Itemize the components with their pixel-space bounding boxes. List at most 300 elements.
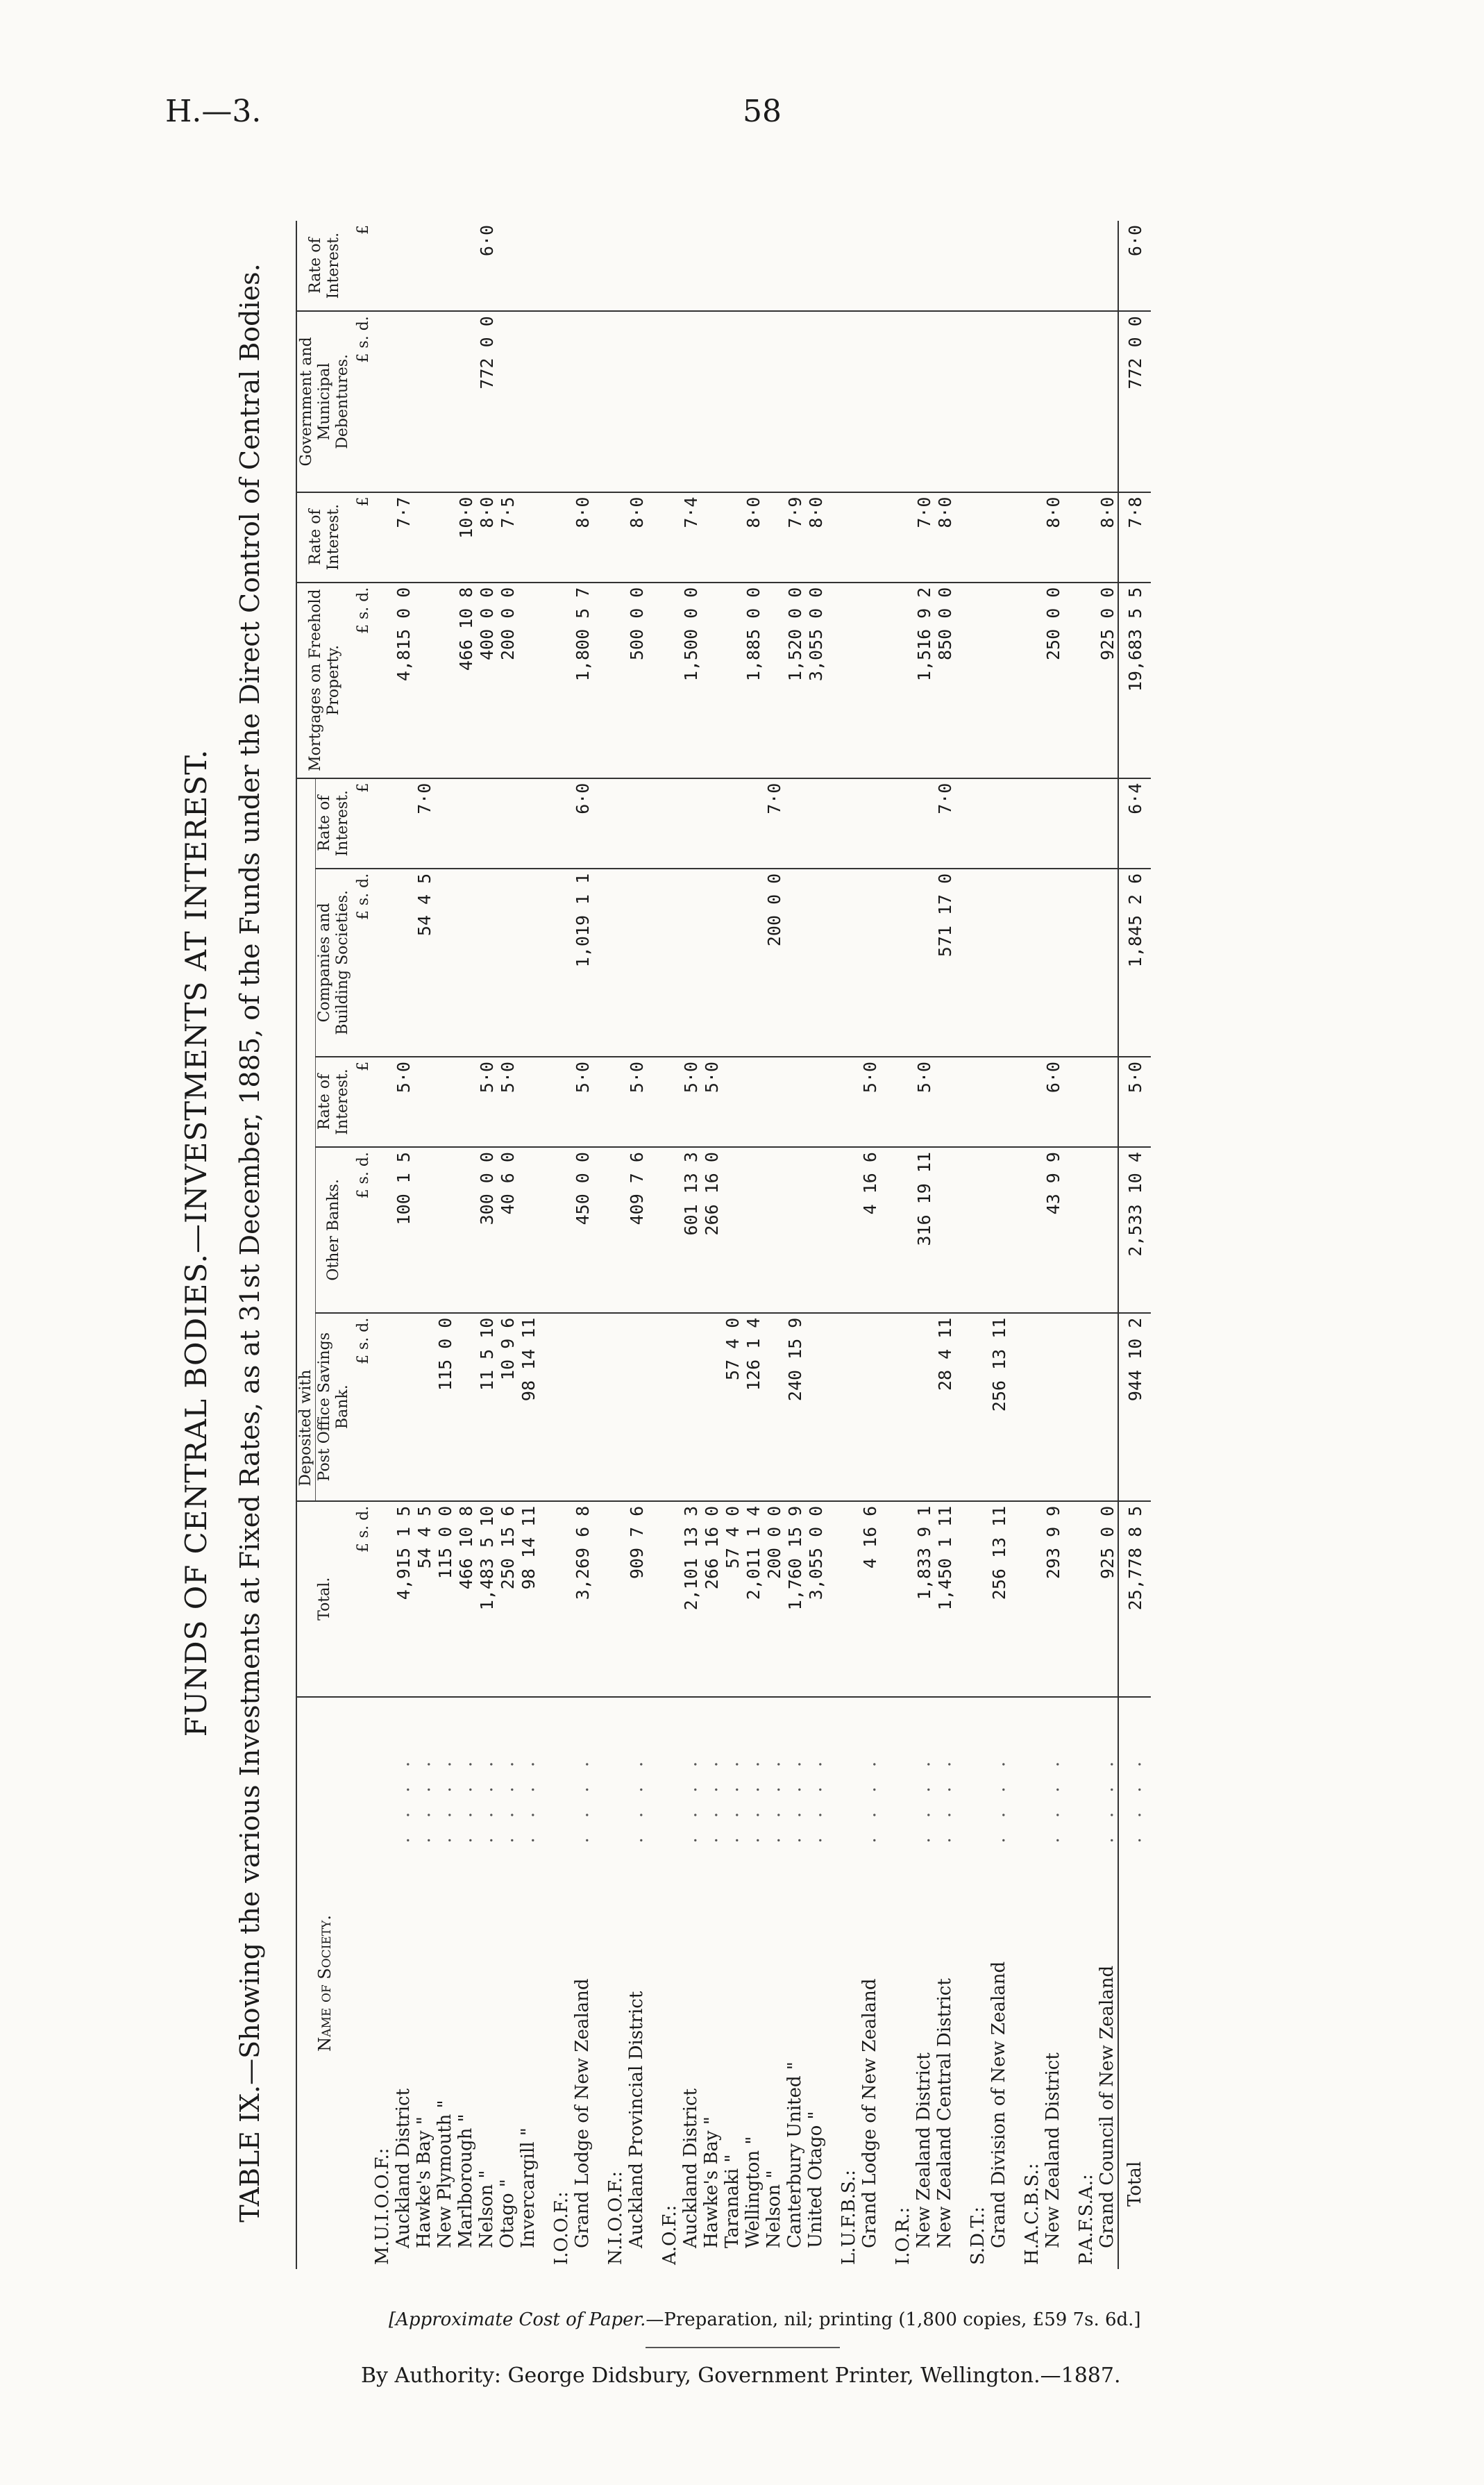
cell-banks-rate [826, 1057, 859, 1147]
cell-comp-rate [859, 778, 880, 869]
cell-banks: 4 16 6 [859, 1147, 880, 1313]
cell-comp-rate [880, 778, 913, 869]
cell-banks: 300 0 0 [476, 1147, 497, 1313]
cell-banks: 316 19 11 [913, 1147, 934, 1313]
col-total: Total. [296, 1501, 352, 1697]
cell-banks [518, 1147, 539, 1313]
cell-mort-rate [1063, 492, 1097, 583]
cell-mort-rate: 8·0 [476, 492, 497, 583]
cell-comp: 1,019 1 1 [572, 869, 593, 1057]
leader-dots: . . . . [934, 1697, 955, 1848]
leader-dots: . . . . [784, 1697, 805, 1848]
leader-dots: . . . . [1043, 1697, 1063, 1848]
society-group-row [593, 221, 626, 2269]
cell-comp-rate [497, 778, 518, 869]
cell-govt [572, 311, 593, 492]
society-name: I.O.O.F.: [551, 2191, 572, 2265]
cell-po: 256 13 11 [988, 1313, 1009, 1501]
cell-total: 115 0 0 [435, 1501, 455, 1697]
table-row [572, 221, 593, 2269]
society-name: Total [1118, 1848, 1151, 2269]
cell-govt [701, 311, 722, 492]
cell-total [593, 1501, 626, 1697]
cell-banks-rate: 5·0 [572, 1057, 593, 1147]
cell-govt [1043, 311, 1063, 492]
society-name: New Zealand Central District [934, 1978, 955, 2248]
cell-comp-rate [680, 778, 701, 869]
cell-govt-rate [1097, 221, 1118, 311]
leader-dots: . . . . [743, 1697, 764, 1848]
cell-banks [435, 1147, 455, 1313]
cell-govt-rate [680, 221, 701, 311]
cell-comp [680, 869, 701, 1057]
table-row [988, 221, 1009, 2269]
cell-po [1009, 1313, 1043, 1501]
cell-po [880, 1313, 913, 1501]
cell-total: 266 16 0 [701, 1501, 722, 1697]
cell-mort-rate [647, 492, 680, 583]
cell-po [539, 1313, 572, 1501]
cell-po [805, 1313, 826, 1501]
cell-mort-rate [722, 492, 743, 583]
cell-govt: 772 0 0 [476, 311, 497, 492]
cell-total [372, 1501, 393, 1697]
table-row [476, 221, 497, 2269]
cell-govt-rate [572, 221, 593, 311]
cell-comp [372, 869, 393, 1057]
society-name: Nelson " [476, 2170, 497, 2248]
cell-total: 2,101 13 3 [680, 1501, 701, 1697]
leader-dots: . . . . [393, 1697, 414, 1848]
cell-mort [593, 583, 626, 778]
cell-comp [476, 869, 497, 1057]
cell-banks-rate [764, 1057, 784, 1147]
cell-mort-rate: 7·8 [1118, 492, 1151, 583]
cell-total: 1,483 5 10 [476, 1501, 497, 1697]
cell-po [414, 1313, 435, 1501]
society-name: Grand Division of New Zealand [988, 1961, 1009, 2248]
cell-govt-rate [743, 221, 764, 311]
cell-comp-rate [988, 778, 1009, 869]
table-row [497, 221, 518, 2269]
society-name: I.O.R.: [893, 2207, 913, 2265]
table-row [393, 221, 414, 2269]
cell-comp [539, 869, 572, 1057]
cell-comp [497, 869, 518, 1057]
cell-banks [414, 1147, 435, 1313]
cell-po: 240 15 9 [784, 1313, 805, 1501]
cell-govt-rate [988, 221, 1009, 311]
cell-mort-rate: 8·0 [743, 492, 764, 583]
cell-po [372, 1313, 393, 1501]
society-name: Auckland District [393, 2088, 414, 2248]
cell-govt-rate [626, 221, 647, 311]
cell-comp-rate [626, 778, 647, 869]
society-name: M.U.I.O.O.F.: [372, 2148, 393, 2265]
col-banks-rate: Rate of Interest. [316, 1057, 353, 1147]
cell-govt [913, 311, 934, 492]
cell-po [455, 1313, 476, 1501]
cell-banks-rate: 5·0 [497, 1057, 518, 1147]
cell-banks-rate [647, 1057, 680, 1147]
cell-govt [722, 311, 743, 492]
col-name-of-society: Name of Society. [296, 1697, 352, 2269]
cell-banks [1097, 1147, 1118, 1313]
cell-po [680, 1313, 701, 1501]
cell-po: 57 4 0 [722, 1313, 743, 1501]
unit-comp-rate: £ [352, 778, 372, 869]
cell-banks-rate [722, 1057, 743, 1147]
table-row [913, 221, 934, 2269]
cost-note [389, 2309, 1141, 2330]
cell-comp [913, 869, 934, 1057]
cell-govt-rate [955, 221, 988, 311]
cell-govt-rate [414, 221, 435, 311]
cell-comp-rate [435, 778, 455, 869]
cell-po [913, 1313, 934, 1501]
cell-comp [1043, 869, 1063, 1057]
cell-govt-rate [593, 221, 626, 311]
society-group-row [372, 221, 393, 2269]
society-name: A.O.F.: [659, 2204, 680, 2265]
cell-banks [539, 1147, 572, 1313]
leader-dots [1063, 1697, 1097, 1848]
cell-mort: 250 0 0 [1043, 583, 1063, 778]
cell-total: 1,833 9 1 [913, 1501, 934, 1697]
cell-banks [805, 1147, 826, 1313]
cell-mort: 3,055 0 0 [805, 583, 826, 778]
cell-comp [1063, 869, 1097, 1057]
cell-comp-rate [805, 778, 826, 869]
cell-mort: 500 0 0 [626, 583, 647, 778]
table-row [701, 221, 722, 2269]
cell-comp-rate [913, 778, 934, 869]
cell-banks [1063, 1147, 1097, 1313]
society-name: Otago " [497, 2179, 518, 2248]
cell-comp [859, 869, 880, 1057]
society-name: Auckland District [680, 2088, 701, 2248]
cell-mort [372, 583, 393, 778]
leader-dots [955, 1697, 988, 1848]
cell-banks-rate [1063, 1057, 1097, 1147]
cell-po [626, 1313, 647, 1501]
cell-comp-rate [1097, 778, 1118, 869]
leader-dots: . . . . [722, 1697, 743, 1848]
cell-govt [826, 311, 859, 492]
cell-mort [955, 583, 988, 778]
cell-mort [1009, 583, 1043, 778]
cell-govt-rate [393, 221, 414, 311]
cell-comp-rate [455, 778, 476, 869]
cell-comp-rate [701, 778, 722, 869]
cell-govt-rate [497, 221, 518, 311]
cell-banks: 450 0 0 [572, 1147, 593, 1313]
society-group-row [826, 221, 859, 2269]
printer-authority: By Authority: George Didsbury, Government Printer, Wellington.—1887. [361, 2363, 1121, 2388]
cell-govt-rate [722, 221, 743, 311]
table-row [1043, 221, 1063, 2269]
cell-banks [764, 1147, 784, 1313]
cell-mort-rate [518, 492, 539, 583]
cell-mort-rate: 7·5 [497, 492, 518, 583]
cell-govt [414, 311, 435, 492]
cell-govt-rate [539, 221, 572, 311]
leader-dots: . . . . [913, 1697, 934, 1848]
cell-comp-rate: 7·0 [934, 778, 955, 869]
cell-mort [764, 583, 784, 778]
cell-govt [455, 311, 476, 492]
cell-mort: 1,516 9 2 [913, 583, 934, 778]
cell-govt [743, 311, 764, 492]
society-name: United Otago " [805, 2111, 826, 2248]
society-name: Grand Lodge of New Zealand [572, 1978, 593, 2248]
unit-mort-rate: £ [352, 492, 372, 583]
cell-govt [1097, 311, 1118, 492]
cell-banks [955, 1147, 988, 1313]
cell-comp-rate [955, 778, 988, 869]
cell-govt [988, 311, 1009, 492]
society-name: New Zealand District [913, 2052, 934, 2248]
cell-govt-rate [913, 221, 934, 311]
cell-banks: 409 7 6 [626, 1147, 647, 1313]
cell-comp-rate [372, 778, 393, 869]
cell-mort-rate: 8·0 [572, 492, 593, 583]
cell-govt [497, 311, 518, 492]
cell-po [955, 1313, 988, 1501]
cell-banks-rate [784, 1057, 805, 1147]
leader-dots: . . . . [414, 1697, 435, 1848]
cell-comp [784, 869, 805, 1057]
cell-mort-rate: 7·0 [913, 492, 934, 583]
leader-dots: . . . . [435, 1697, 455, 1848]
cell-mort [859, 583, 880, 778]
cell-banks-rate [743, 1057, 764, 1147]
cell-banks: 100 1 5 [393, 1147, 414, 1313]
cell-po [1043, 1313, 1063, 1501]
cell-total: 3,269 6 8 [572, 1501, 593, 1697]
cell-po [1063, 1313, 1097, 1501]
table-row [859, 221, 880, 2269]
table-row [518, 221, 539, 2269]
col-deposited-with: Deposited with [296, 778, 316, 1501]
leader-dots [372, 1697, 393, 1848]
cell-banks-rate: 5·0 [1118, 1057, 1151, 1147]
cell-mort-rate: 8·0 [934, 492, 955, 583]
society-group-row [880, 221, 913, 2269]
cell-mort: 19,683 5 5 [1118, 583, 1151, 778]
cell-govt-rate [880, 221, 913, 311]
cell-total: 4 16 6 [859, 1501, 880, 1697]
cell-banks [880, 1147, 913, 1313]
cell-comp: 571 17 0 [934, 869, 955, 1057]
col-other-banks: Other Banks. [316, 1147, 353, 1313]
cell-mort: 1,520 0 0 [784, 583, 805, 778]
cell-banks-rate: 5·0 [393, 1057, 414, 1147]
society-name: New Zealand District [1043, 2052, 1063, 2248]
total-row [1118, 221, 1151, 2269]
cell-govt [435, 311, 455, 492]
leader-dots: . . . . [626, 1697, 647, 1848]
cell-banks-rate: 5·0 [859, 1057, 880, 1147]
cell-comp-rate [1043, 778, 1063, 869]
cell-banks [372, 1147, 393, 1313]
cell-mort-rate: 8·0 [626, 492, 647, 583]
cell-mort-rate [826, 492, 859, 583]
society-group-row [955, 221, 988, 2269]
cell-govt: 772 0 0 [1118, 311, 1151, 492]
society-group-row [1009, 221, 1043, 2269]
society-name: Nelson " [764, 2170, 784, 2248]
cell-mort [435, 583, 455, 778]
leader-dots: . . . . [701, 1697, 722, 1848]
cell-banks-rate [539, 1057, 572, 1147]
cell-comp-rate [1009, 778, 1043, 869]
cell-mort [539, 583, 572, 778]
cell-mort: 1,500 0 0 [680, 583, 701, 778]
cell-comp-rate [743, 778, 764, 869]
cell-banks-rate [955, 1057, 988, 1147]
society-name: Grand Lodge of New Zealand [859, 1978, 880, 2248]
leader-dots: . . . . [805, 1697, 826, 1848]
cell-mort-rate [435, 492, 455, 583]
society-name: H.A.C.B.S.: [1022, 2163, 1043, 2265]
cost-note-text: —Preparation, nil; printing (1,800 copies, £59 7s. 6d.] [646, 2309, 1141, 2330]
leader-dots: . . . . [476, 1697, 497, 1848]
cell-mort-rate [539, 492, 572, 583]
col-companies-rate: Rate of Interest. [316, 778, 353, 869]
col-post-office: Post Office Savings Bank. [316, 1313, 353, 1501]
cell-total: 925 0 0 [1097, 1501, 1118, 1697]
cell-total: 1,450 1 11 [934, 1501, 955, 1697]
cell-total [880, 1501, 913, 1697]
society-name: Marlborough " [455, 2114, 476, 2248]
cell-comp-rate: 6·4 [1118, 778, 1151, 869]
cell-banks-rate [518, 1057, 539, 1147]
cell-mort [880, 583, 913, 778]
cell-po [826, 1313, 859, 1501]
cell-mort [826, 583, 859, 778]
cell-comp [518, 869, 539, 1057]
divider [646, 2347, 840, 2348]
cell-po [593, 1313, 626, 1501]
cell-banks-rate [880, 1057, 913, 1147]
unit-po: £ s. d. [352, 1313, 372, 1501]
cell-banks: 2,533 10 4 [1118, 1147, 1151, 1313]
cell-mort: 1,885 0 0 [743, 583, 764, 778]
cell-po: 28 4 11 [934, 1313, 955, 1501]
unit-comp: £ s. d. [352, 869, 372, 1057]
cell-mort-rate [372, 492, 393, 583]
cell-total [826, 1501, 859, 1697]
cell-total: 200 0 0 [764, 1501, 784, 1697]
cell-po [572, 1313, 593, 1501]
cell-comp [1009, 869, 1043, 1057]
cell-mort-rate: 8·0 [1043, 492, 1063, 583]
cell-govt-rate [647, 221, 680, 311]
cell-govt [1009, 311, 1043, 492]
cell-banks: 40 6 0 [497, 1147, 518, 1313]
cell-govt-rate [805, 221, 826, 311]
cell-govt-rate [784, 221, 805, 311]
table-row [435, 221, 455, 2269]
cell-total: 54 4 5 [414, 1501, 435, 1697]
cell-govt [764, 311, 784, 492]
cell-total: 57 4 0 [722, 1501, 743, 1697]
unit-banks-rate: £ [352, 1057, 372, 1147]
society-group-row [1063, 221, 1097, 2269]
cell-comp [647, 869, 680, 1057]
cell-banks-rate [455, 1057, 476, 1147]
cell-comp-rate [647, 778, 680, 869]
cell-comp [435, 869, 455, 1057]
cell-mort-rate [701, 492, 722, 583]
cell-mort: 4,815 0 0 [393, 583, 414, 778]
cell-banks-rate [593, 1057, 626, 1147]
cell-govt-rate [1009, 221, 1043, 311]
cell-govt [784, 311, 805, 492]
cell-po: 944 10 2 [1118, 1313, 1151, 1501]
cell-banks [826, 1147, 859, 1313]
cell-mort: 400 0 0 [476, 583, 497, 778]
leader-dots: . . . . [988, 1697, 1009, 1848]
cell-mort [414, 583, 435, 778]
cell-total: 466 10 8 [455, 1501, 476, 1697]
cell-banks-rate: 5·0 [701, 1057, 722, 1147]
society-name: P.A.F.S.A.: [1076, 2174, 1097, 2265]
cell-total: 3,055 0 0 [805, 1501, 826, 1697]
table-row [680, 221, 701, 2269]
table-row [414, 221, 435, 2269]
leader-dots: . . . . [680, 1697, 701, 1848]
leader-dots [826, 1697, 859, 1848]
table-row [722, 221, 743, 2269]
society-name: Auckland Provincial District [626, 1991, 647, 2248]
cell-comp [455, 869, 476, 1057]
society-name: N.I.O.O.F.: [605, 2170, 626, 2265]
cell-comp: 1,845 2 6 [1118, 869, 1151, 1057]
cell-total: 25,778 8 5 [1118, 1501, 1151, 1697]
cell-comp [955, 869, 988, 1057]
leader-dots [647, 1697, 680, 1848]
cell-mort: 200 0 0 [497, 583, 518, 778]
cell-po: 115 0 0 [435, 1313, 455, 1501]
col-government-rate: Rate of Interest. [296, 221, 352, 311]
cell-comp [805, 869, 826, 1057]
society-name: Invercargill " [518, 2127, 539, 2248]
leader-dots: . . . . [1097, 1697, 1118, 1848]
cell-mort [647, 583, 680, 778]
cell-comp [826, 869, 859, 1057]
leader-dots: . . . . [764, 1697, 784, 1848]
table-row [743, 221, 764, 2269]
society-name: L.U.F.B.S.: [838, 2170, 859, 2265]
cell-mort [988, 583, 1009, 778]
cell-comp-rate [518, 778, 539, 869]
cell-mort [701, 583, 722, 778]
cell-mort-rate: 8·0 [805, 492, 826, 583]
cell-total: 98 14 11 [518, 1501, 539, 1697]
cell-total: 909 7 6 [626, 1501, 647, 1697]
cell-banks-rate [414, 1057, 435, 1147]
leader-dots: . . . . [859, 1697, 880, 1848]
cell-comp [722, 869, 743, 1057]
leader-dots: . . . . [497, 1697, 518, 1848]
cell-total [539, 1501, 572, 1697]
cell-banks [647, 1147, 680, 1313]
page-number: 58 [743, 94, 782, 129]
cell-govt [880, 311, 913, 492]
cell-banks-rate [1009, 1057, 1043, 1147]
